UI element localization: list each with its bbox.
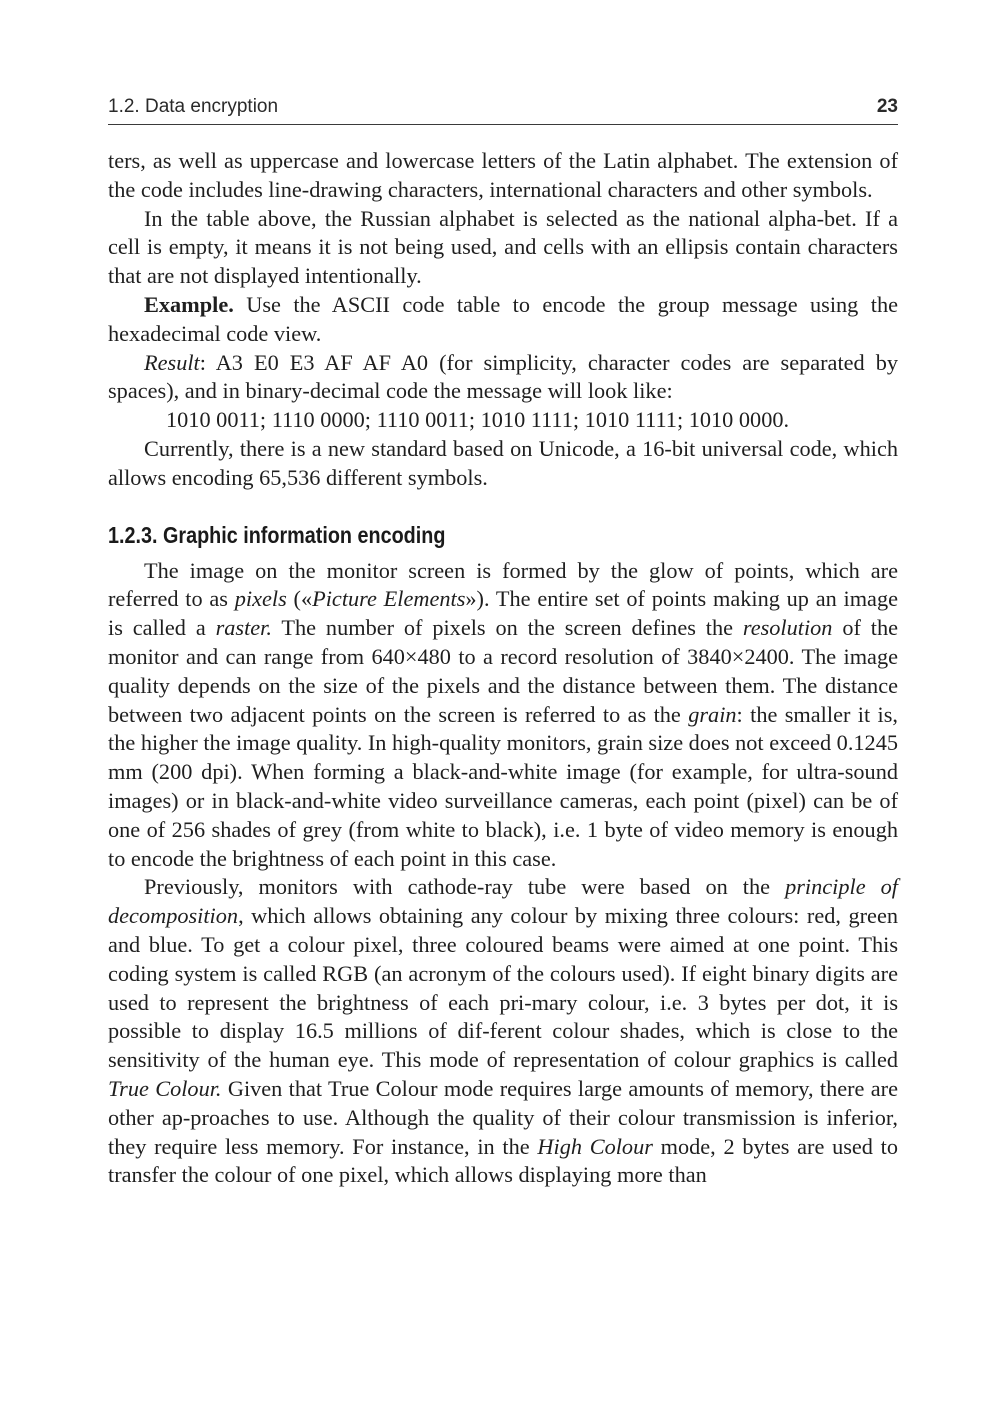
text-run: : the smaller it is, the higher the image quality. In high-quality monitors, grain size does not exceed 0.1245 mm (200 dpi). When forming a black-and-white image (for example, for ultra-sound images) or in black-and-white video surveillance cameras, each point (pixel) can be of one of 256 shades of grey (from white to black), i.e. 1 byte of video memory is enough to encode the brightness of each point in this case. [108,701,898,871]
term-grain: grain [688,701,737,727]
paragraph-rgb [108,873,898,1190]
text-run: Previously, monitors with cathode-ray tube were based on the [144,874,786,900]
paragraph-result [108,349,898,407]
page-number: 23 [876,96,898,117]
result-label: Result [144,349,200,375]
text-run: »). The entire set of points making up an image is called a [108,586,898,641]
example-label: Example. [144,291,234,317]
body-text [108,147,898,1190]
term-true-colour: True Colour. [108,1075,222,1101]
paragraph-unicode: Currently, there is a new standard based on Unicode, a 16-bit universal code, which allows encoding 65,536 different symbols. [108,435,898,490]
running-header [108,96,898,125]
text-run: Given that True Colour mode requires large amounts of memory, there are other ap-proaches to use. Although the quality of their colour transmission is inferior, they require less memory. For instance, in the [108,1075,898,1159]
text-run: mode, 2 bytes are used to transfer the colour of one pixel, which allows displaying more than [108,1133,899,1188]
term-picture-elements: Picture Elements [312,586,466,612]
text-run: The number of pixels on the screen defines the [271,615,743,641]
term-high-colour: High Colour [537,1133,653,1159]
term-pixels: pixels [234,586,287,612]
binary-code-line: 1010 0011; 1110 0000; 1110 0011; 1010 1111; 1010 1111; 1010 0000. [166,407,790,433]
paragraph-example [108,291,898,349]
paragraph-pixels [108,557,898,874]
result-text: : A3 E0 E3 AF AF A0 (for simplicity, character codes are separated by spaces), and in binary-decimal code the message will look like: [108,349,898,404]
term-principle-of-decomposition: principle of decomposition [108,874,898,929]
text-run: The image on the monitor screen is formed by the glow of points, which are referred to as [108,557,898,612]
paragraph-national-alphabet: In the table above, the Russian alphabet is selected as the national alpha-bet. If a cell is empty, it means it is not being used, and cells with an ellipsis contain characters that are not displayed intentionally. [108,205,898,289]
example-text: Use the ASCII code table to encode the group message using the hexadecimal code view. [108,291,898,346]
text-run: of the monitor and can range from 640×480 to a record resolution of 3840×2400. The image quality depends on the size of the pixels and the distance between them. The distance between two adjacent points on the screen is referred to as the [108,615,898,727]
paragraph-continuation: ters, as well as uppercase and lowercase letters of the Latin alphabet. The extension of the code includes line-drawing characters, international characters and other symbols. [108,148,898,202]
text-run: (« [286,586,313,612]
section-heading: 1.2.3. Graphic information encoding [108,521,446,548]
book-page [108,96,898,1190]
text-run: , which allows obtaining any colour by mixing three colours: red, green and blue. To get a colour pixel, three coloured beams were aimed at one point. This coding system is called RGB (an acronym of the colours used). If eight binary digits are used to represent the brightness of each pri-mary colour, i.e. 3 bytes per dot, it is possible to display 16.5 millions of dif-ferent colour shades, which is close to the sensitivity of the human eye. This mode of representation of colour graphics is called [108,903,898,1073]
term-resolution: resolution [742,615,833,641]
term-raster: raster. [215,615,272,641]
running-header-section: 1.2. Data encryption [108,96,279,117]
